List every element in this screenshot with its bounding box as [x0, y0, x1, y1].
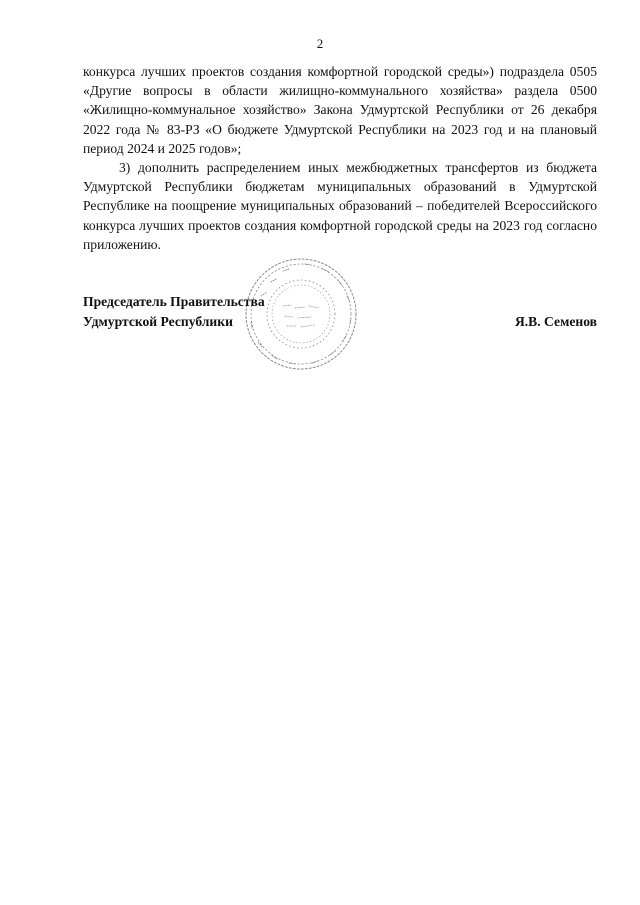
signatory-title — [83, 292, 265, 332]
signatory-title-line-1: Председатель Правительства — [83, 294, 265, 309]
document-body — [83, 62, 597, 254]
paragraph-item-3: 3) дополнить распределением иных межбюджетных трансфертов из бюджета Удмуртской Республики бюджетам муниципальных образований в Удмуртской Республике на поощрение муниципальных образований – победителей Всероссийского конкурса лучших проектов создания комфортной городской среды на 2023 год согласно приложению. — [83, 160, 597, 252]
signature-block — [83, 292, 597, 382]
paragraph-continuation: конкурса лучших проектов создания комфортной городской среды») подраздела 0505 «Другие вопросы в области жилищно-коммунального хозяйства» раздела 0500 «Жилищно-коммунальное хозяйство» Закона Удмуртской Республики от 26 декабря 2022 года № 83-РЗ «О бюджете Удмуртской Республики на 2023 год и на плановый период 2024 и 2025 годов»; — [83, 64, 597, 156]
page-number: 2 — [316, 36, 324, 51]
signatory-name: Я.В. Семенов — [514, 314, 597, 329]
signatory-title-line-2: Удмуртской Республики — [83, 314, 233, 329]
